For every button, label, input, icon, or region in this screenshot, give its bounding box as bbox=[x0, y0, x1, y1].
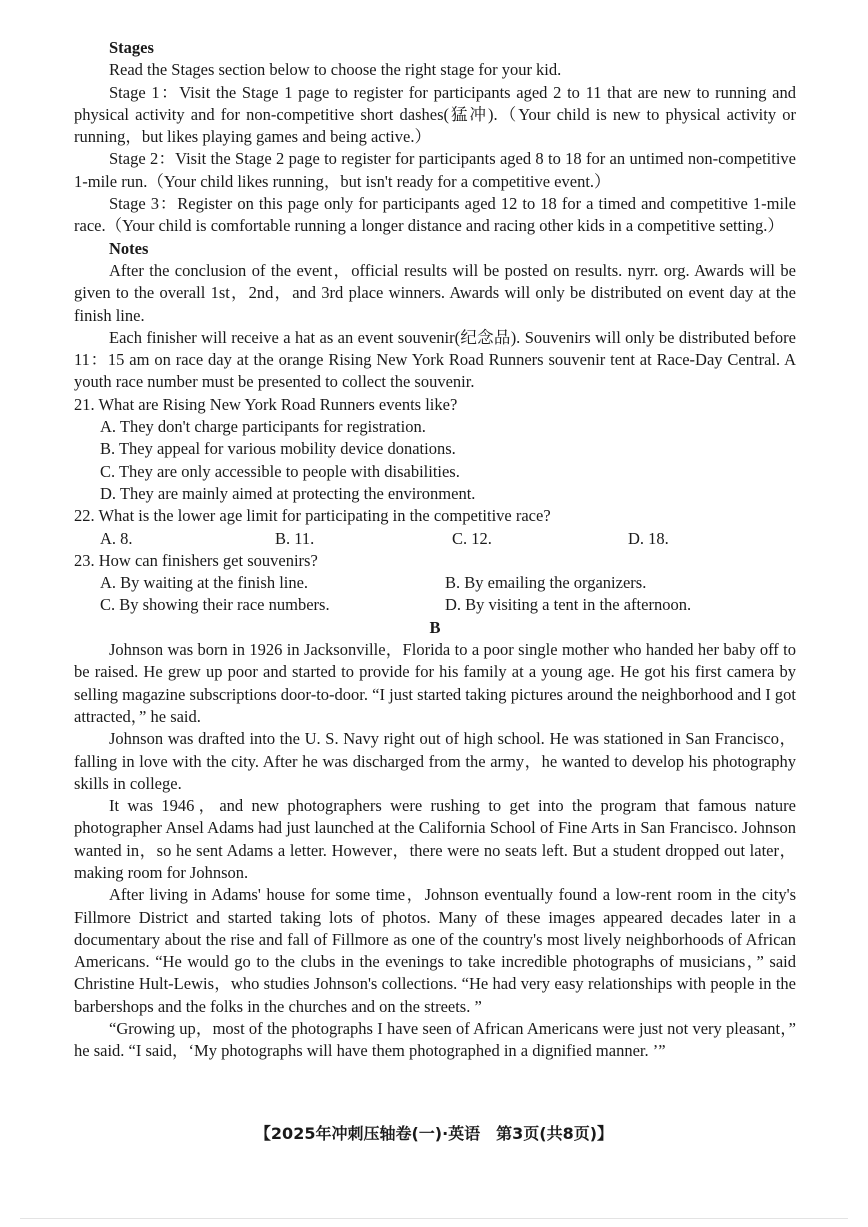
question-22-options bbox=[74, 528, 796, 550]
question-22-stem: 22. What is the lower age limit for participating in the competitive race? bbox=[74, 506, 551, 526]
question-23 bbox=[74, 550, 796, 617]
question-23-options-row-1 bbox=[74, 572, 796, 594]
section-b-paragraph-4: After living in Adams' house for some time，Johnson eventually found a low-rent room in the city's Fillmore District and started taking lots of photos. Many of these images appeared decades later in a documentary about the rise and fall of Fillmore as one of the country's most lively neighborhoods of African Americans. “He would go to the clubs in the evenings to take incredible photographs of musicians，” said Christine Hult-Lewis，who studies Johnson's collections. “He had very easy relationships with people in the barbershops and the folks in the churches and on the streets. ” bbox=[74, 885, 796, 1016]
section-b-paragraph-3: It was 1946，and new photographers were rushing to get into the program that famous nature photographer Ansel Adams had just launched at the California School of Fine Arts in San Francisco. Johnson wanted in，so he sent Adams a letter. However，there were no seats left. But a student dropped out later，making room for Johnson. bbox=[74, 796, 796, 882]
stages-intro: Read the Stages section below to choose the right stage for your kid. bbox=[109, 60, 562, 80]
bottom-divider bbox=[20, 1218, 848, 1219]
question-23-option-b: B. By emailing the organizers. bbox=[445, 573, 647, 593]
question-21-option-b: B. They appeal for various mobility device donations. bbox=[100, 439, 456, 459]
notes-paragraph-2: Each finisher will receive a hat as an event souvenir(纪念品). Souvenirs will only be distributed before 11：15 am on race day at the orange Rising New York Road Runners souvenir tent at Race-Day Central. A youth race number must be presented to collect the souvenir. bbox=[74, 327, 796, 392]
stage-1-paragraph: Stage 1：Visit the Stage 1 page to register for participants aged 2 to 11 that are new to running and physical activity and for non-competitive short dashes(猛冲).（Your child is new to physical activity or running，but likes playing games and being active.） bbox=[74, 82, 796, 147]
question-21-option-c: C. They are only accessible to people with disabilities. bbox=[100, 461, 460, 481]
question-23-option-d: D. By visiting a tent in the afternoon. bbox=[445, 595, 692, 615]
question-23-option-c: C. By showing their race numbers. bbox=[100, 595, 330, 615]
question-22-option-c: C. 12. bbox=[452, 528, 492, 548]
question-23-option-a: A. By waiting at the finish line. bbox=[100, 573, 309, 593]
notes-heading: Notes bbox=[109, 238, 149, 258]
notes-paragraph-1: After the conclusion of the event，official results will be posted on results. nyrr. org. Awards will be given to the overall 1st，2nd，and 3rd place winners. Awards will only be distributed on event day at the finish line. bbox=[74, 260, 796, 325]
question-22-option-b: B. 11. bbox=[275, 528, 315, 548]
question-21-stem: 21. What are Rising New York Road Runners events like? bbox=[74, 394, 458, 414]
question-22-option-d: D. 18. bbox=[628, 528, 669, 548]
page-body bbox=[74, 37, 796, 1063]
section-b-paragraph-1: Johnson was born in 1926 in Jacksonville，Florida to a poor single mother who handed her baby off to be raised. He grew up poor and started to provide for his family at a young age. He got his first camera by selling magazine subscriptions door-to-door. “I just started taking pictures around the neighborhood and I got attracted，” he said. bbox=[74, 640, 796, 726]
page-footer: 【2025年冲刺压轴卷(一)·英语 第3页(共8页)】 bbox=[254, 1124, 614, 1143]
question-23-options-row-2 bbox=[74, 594, 796, 616]
question-23-stem: 23. How can finishers get souvenirs? bbox=[74, 550, 318, 570]
stage-3-paragraph: Stage 3：Register on this page only for participants aged 12 to 18 for a timed and competitive 1-mile race.（Your child is comfortable running a longer distance and racing other kids in a competitive setting.） bbox=[74, 194, 796, 236]
section-b-label: B bbox=[429, 617, 441, 637]
question-21 bbox=[74, 394, 796, 505]
question-21-option-d: D. They are mainly aimed at protecting the environment. bbox=[100, 483, 476, 503]
stage-2-paragraph: Stage 2：Visit the Stage 2 page to register for participants aged 8 to 18 for an untimed non-competitive 1-mile run.（Your child likes running，but isn't ready for a competitive event.） bbox=[74, 149, 796, 191]
question-22-option-a: A. 8. bbox=[100, 528, 133, 548]
stages-heading: Stages bbox=[109, 38, 154, 57]
question-21-option-a: A. They don't charge participants for registration. bbox=[100, 417, 426, 437]
section-b-paragraph-2: Johnson was drafted into the U. S. Navy right out of high school. He was stationed in San Francisco，falling in love with the city. After he was discharged from the army，he wanted to develop his photography skills in college. bbox=[74, 729, 796, 793]
question-22 bbox=[74, 505, 796, 550]
section-b-paragraph-5: “Growing up，most of the photographs I have seen of African Americans were just not very pleasant，” he said. “I said，‘My photographs will have them photographed in a dignified manner. ’” bbox=[74, 1019, 796, 1061]
